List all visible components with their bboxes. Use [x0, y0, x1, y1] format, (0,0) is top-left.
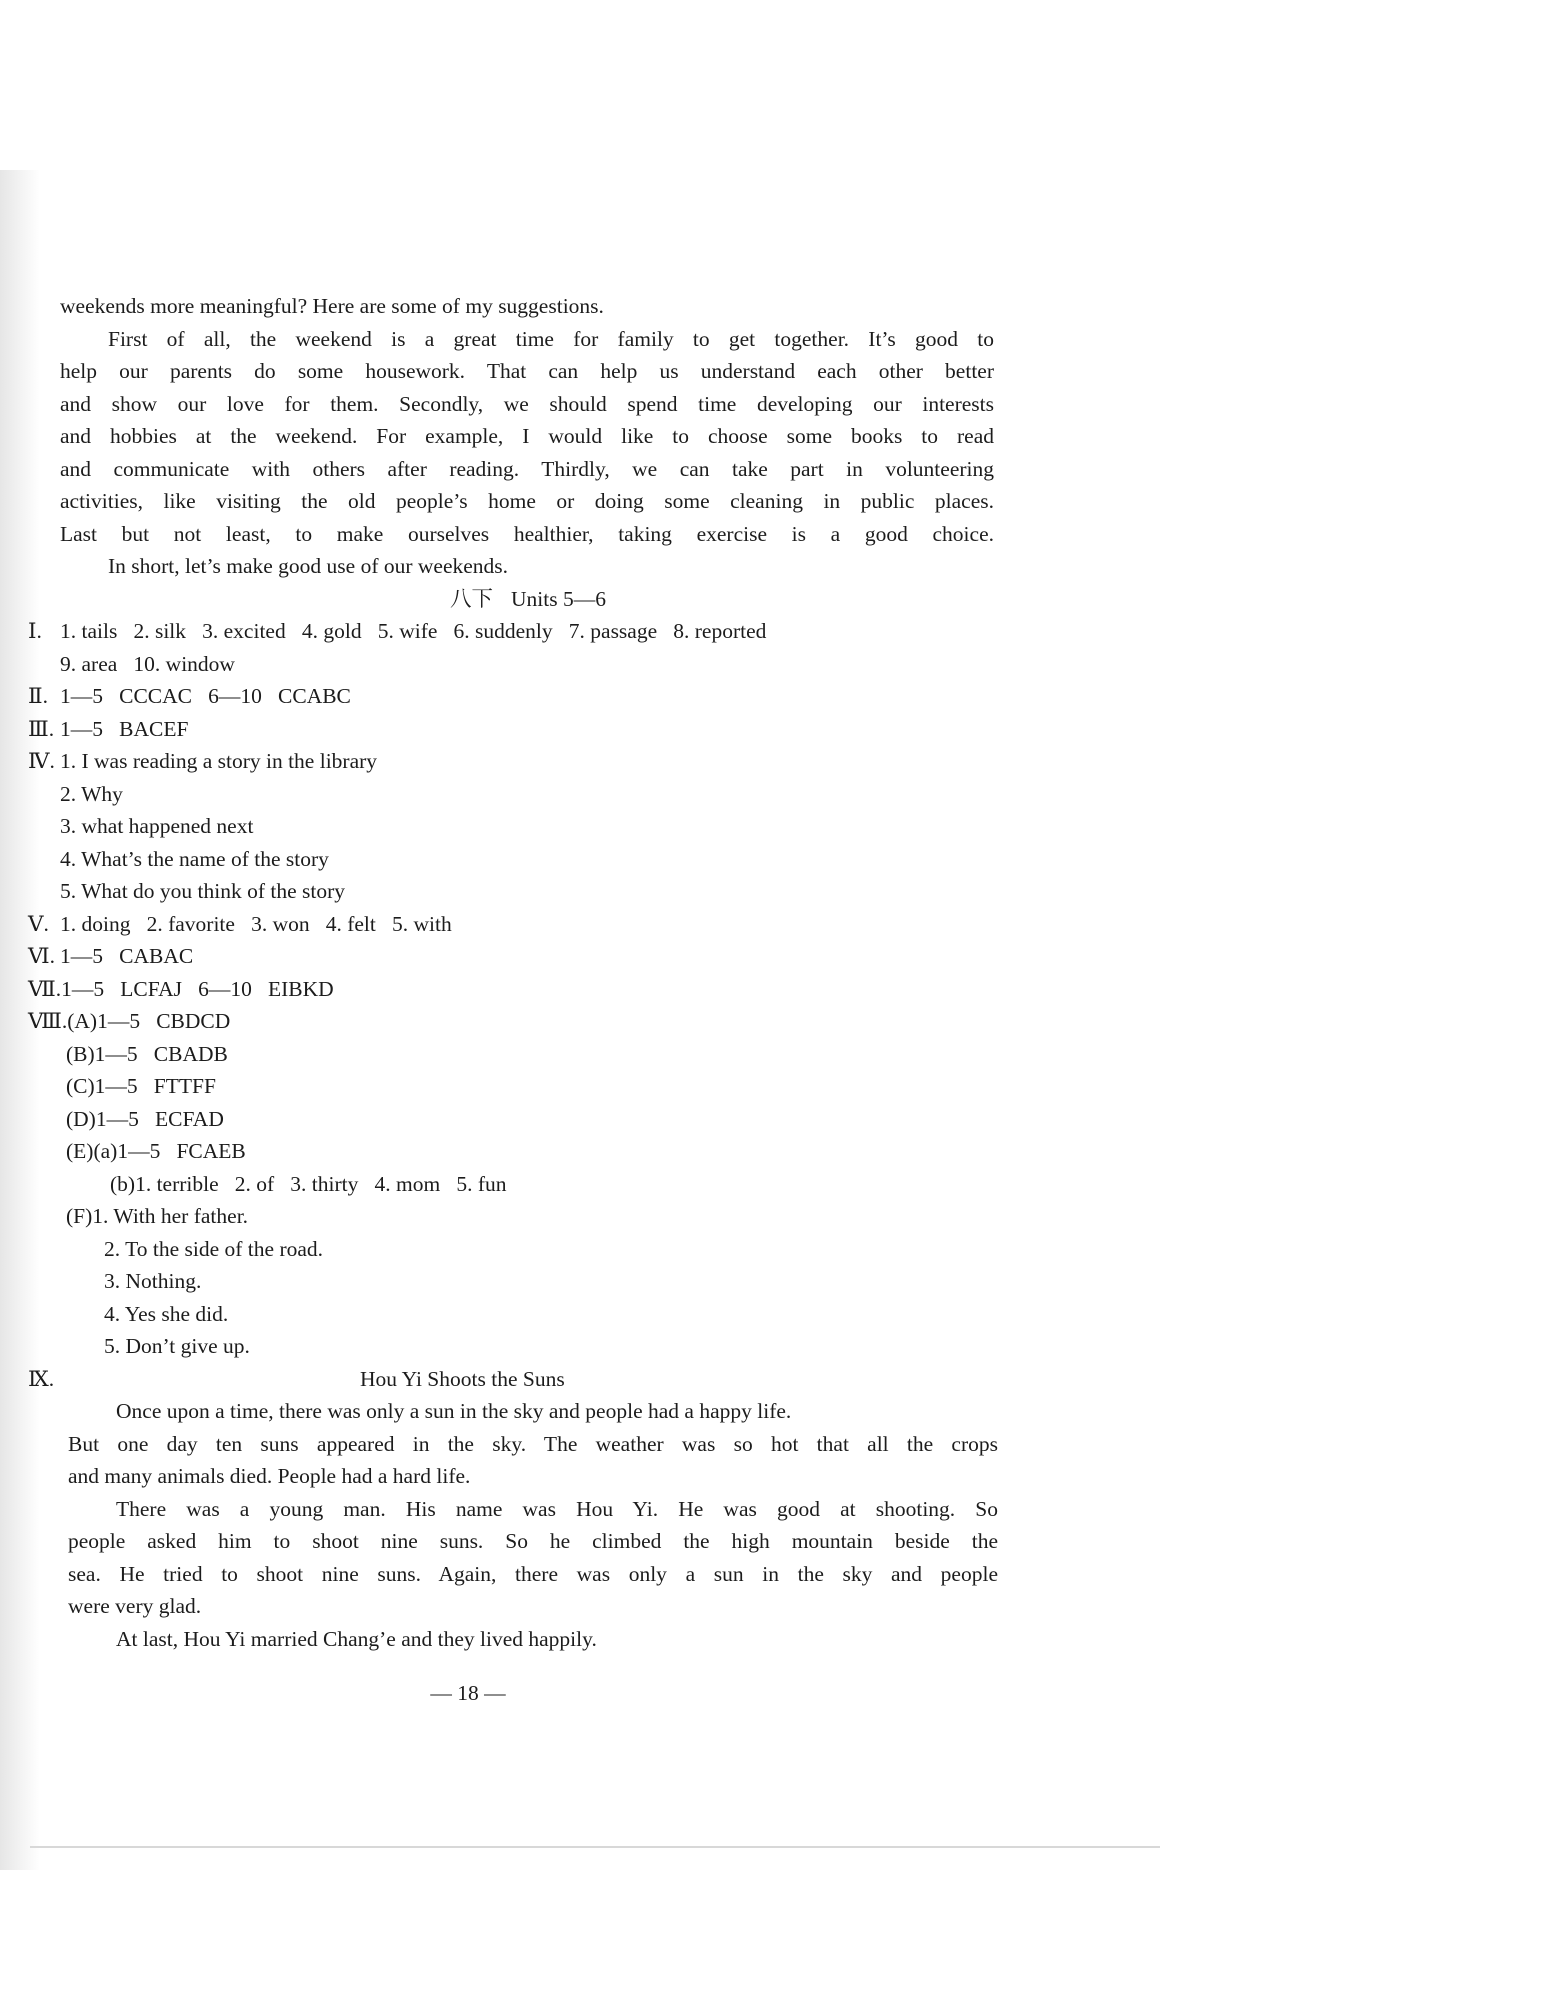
- section-number: Ⅷ.: [28, 1009, 68, 1033]
- answer-text: 1. tails 2. silk 3. excited 4. gold 5. wife 6. suddenly 7. passage 8. reported: [60, 619, 767, 643]
- section-number: Ⅴ.: [28, 911, 49, 936]
- answer-section-ii: [28, 680, 1028, 713]
- answer-text: 4. What’s the name of the story: [60, 846, 329, 871]
- story-title: Hou Yi Shoots the Suns: [360, 1366, 565, 1391]
- answer-text: (b)1. terrible 2. of 3. thirty 4. mom 5. fun: [110, 1171, 507, 1196]
- answer-text: 5. Don’t give up.: [104, 1334, 250, 1358]
- answer-text: 1—5 BACEF: [60, 716, 189, 741]
- essay-line: and show our love for them. Secondly, we should spend time developing our interests: [60, 391, 994, 416]
- scan-bottom-edge: [30, 1846, 1160, 1848]
- answer-text: 3. what happened next: [60, 814, 254, 838]
- page-number: — 18 —: [430, 1681, 506, 1705]
- story-line: sea. He tried to shoot nine suns. Again, there was only a sun in the sky and people: [68, 1561, 998, 1586]
- answer-text: 1. I was reading a story in the library: [60, 749, 378, 773]
- answer-section-vii: [28, 973, 1028, 1006]
- answer-section-iv: [28, 745, 1028, 778]
- answer-key-page: [28, 290, 1028, 1710]
- essay-line: and hobbies at the weekend. For example, I would like to choose some books to read: [60, 424, 994, 448]
- essay-line: Last but not least, to make ourselves healthier, taking exercise is a good choice.: [60, 521, 994, 546]
- answer-text: 1—5 LCFAJ 6—10 EIBKD: [61, 976, 334, 1001]
- answer-text: 1. doing 2. favorite 3. won 4. felt 5. with: [60, 911, 452, 936]
- section-number: Ⅱ.: [28, 684, 48, 708]
- story-line: At last, Hou Yi married Chang’e and they lived happily.: [116, 1626, 597, 1651]
- answer-text: 5. What do you think of the story: [60, 879, 346, 903]
- answer-text: (E)(a)1—5 FCAEB: [66, 1139, 246, 1163]
- answer-text: 9. area 10. window: [60, 651, 235, 676]
- section-number: Ⅸ.: [28, 1366, 55, 1391]
- answer-text: 4. Yes she did.: [104, 1301, 229, 1326]
- essay-line: help our parents do some housework. That can help us understand each other better: [60, 359, 994, 383]
- answer-section-vi: [28, 940, 1028, 973]
- story-line: were very glad.: [68, 1594, 202, 1618]
- answer-text: 1—5 CCCAC 6—10 CCABC: [60, 684, 351, 708]
- story-line: and many animals died. People had a hard life.: [68, 1464, 471, 1488]
- section-number: Ⅶ.: [28, 976, 62, 1001]
- section-number: Ⅲ.: [28, 716, 55, 741]
- answer-text: (F)1. With her father.: [66, 1204, 249, 1228]
- answer-text: 1—5 CABAC: [60, 944, 194, 968]
- answer-text: (C)1—5 FTTFF: [66, 1074, 216, 1098]
- answer-section-i: [28, 615, 1028, 648]
- section-heading: [28, 583, 1028, 616]
- answer-section-v: [28, 908, 1028, 941]
- answer-text: 3. Nothing.: [104, 1269, 202, 1293]
- answer-text: 2. Why: [60, 781, 123, 806]
- answer-text: 2. To the side of the road.: [104, 1236, 324, 1261]
- units-label: Units 5—6: [511, 586, 606, 611]
- answer-text: (B)1—5 CBADB: [66, 1041, 228, 1066]
- answer-section-ix: [28, 1363, 1028, 1396]
- section-number: Ⅵ.: [28, 944, 56, 968]
- story-line: people asked him to shoot nine suns. So he climbed the high mountain beside the: [68, 1529, 998, 1553]
- answer-section-viii: [28, 1005, 1028, 1038]
- answer-section-iii: [28, 713, 1028, 746]
- section-number: Ⅰ.: [28, 619, 42, 643]
- essay-line: weekends more meaningful? Here are some of my suggestions.: [60, 294, 604, 318]
- grade-label: 八下: [450, 586, 494, 611]
- story-line: But one day ten suns appeared in the sky. The weather was so hot that all the crops: [68, 1431, 998, 1456]
- section-number: Ⅳ.: [28, 749, 55, 773]
- essay-line: and communicate with others after reading. Thirdly, we can take part in volunteering: [60, 456, 994, 481]
- essay-line: In short, let’s make good use of our weekends.: [108, 554, 509, 578]
- answer-text: (A)1—5 CBDCD: [67, 1009, 231, 1033]
- essay-line: First of all, the weekend is a great time for family to get together. It’s good to: [108, 326, 994, 351]
- essay-line: activities, like visiting the old people’s home or doing some cleaning in public places.: [60, 489, 994, 513]
- story-line: Once upon a time, there was only a sun in the sky and people had a happy life.: [116, 1399, 792, 1423]
- story-line: There was a young man. His name was Hou Yi. He was good at shooting. So: [116, 1496, 998, 1521]
- answer-text: (D)1—5 ECFAD: [66, 1106, 224, 1131]
